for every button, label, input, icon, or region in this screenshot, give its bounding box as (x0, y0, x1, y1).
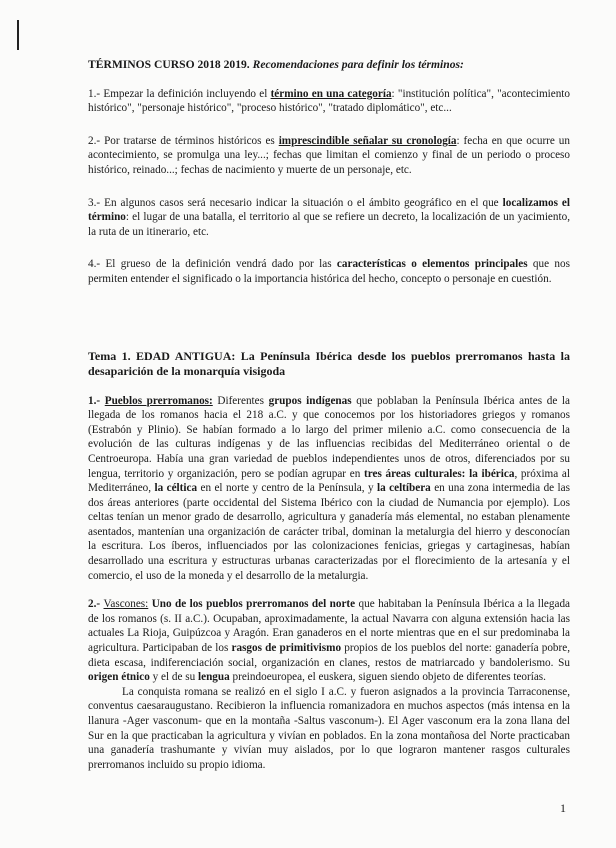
section-paragraph: La conquista romana se realizó en el siglo I a.C. y fueron asignados a la provincia Tarraconense, conventus caesaraugustano. Recibieron la influencia romanizadora en muchos aspectos (más intensa en la llanura -Ager vasconum- que en la montaña -Saltus vasconum-). El Ager vasconum era la zona llana del Sur en la que practicaban la agricultura y vivían en poblados. En la zona montañosa del Norte practicaban una ganadería trashumante y vivían muy aislados, por lo que lograron mantener rasgos culturales prerromanos incluido su propio idioma. (88, 685, 570, 771)
margin-mark (17, 20, 19, 50)
section-emphasis: grupos indígenas (268, 394, 352, 407)
tip-emphasis: imprescindible señalar su cronología (278, 134, 457, 147)
section-text: que poblaban la Península Ibérica antes de la llegada de los romanos hacia el 218 a.C. y que conocemos por los historiadores griegos y romanos (Estrabón y Plinio). Se habían formado a lo largo del primer milenio a.C. como consecuencia de la evolución de las culturas indígenas y de las influencias recibidas del Mediterráneo oriental o de Centroeuropa. Había una gran variedad de pueblos independientes unos de otros, diferenciados por su lengua, territorio y organización, pero se podían agrupar en (88, 394, 570, 480)
tip-emphasis: término en una categoría (270, 87, 392, 100)
section-text: Diferentes (212, 394, 269, 407)
tip-text: : fecha en que ocurre un acontecimiento, se promulga una ley...; fechas que limitan el comienzo y final de un periodo o proceso histórico, reinado...; fechas de nacimiento y muerte de un personaje, etc. (88, 134, 570, 176)
section-emphasis: rasgos de primitivismo (231, 642, 342, 655)
tip-emphasis: características o elementos principales (336, 258, 528, 271)
section-title: Vascones: (103, 598, 149, 611)
section-spacer (88, 305, 570, 349)
section-emphasis: origen étnico (88, 671, 150, 684)
section-text: preindoeuropea, el euskera, siguen siendo objeto de diferentes teorías. (229, 671, 546, 684)
tip-text: que nos permiten entender el significado o la importancia histórica del hecho, concepto o personaje en cuestión. (88, 258, 570, 285)
section-text: que habitaban la Península Ibérica a la llegada de los romanos (s. II a.C.). Ocupaban, aproximadamente, la actual Navarra con alguna extensión hacia las actuales La Rioja, Guipúzcoa y Aragón. Eran ganaderos en el norte mientras que en el sur predominaba la agricultura. Participaban de los (88, 598, 571, 655)
document-body (88, 48, 570, 786)
section-text: y el de su (149, 671, 198, 684)
section-text: en una zona intermedia de las dos áreas anteriores (parte occidental del Sistema Ibérico con la ciudad de Numancia por ejemplo). Los celtas tenían un menor grado de desarrollo, agricultura y ganadería más elemental, no estaban plenamente asentados, mantenían una organización de carácter tribal, dominan la metalurgia del hierro y desconocían la escritura. Los íberos, influenciados por las colonizaciones fenicias, griegas y cartaginesas, habían desarrollado una escritura y estructuras urbanas caracterizadas por el florecimiento de la artesanía y el comercio, el uso de la moneda y el desarrollo de la metalurgia. (88, 482, 570, 582)
section-text: en el norte y centro de la Península, y (197, 482, 378, 495)
section-text: , próxima al Mediterráneo, (88, 467, 570, 495)
tip-text: : el lugar de una batalla, el territorio al que se refiere un decreto, la localización de un yacimiento, la ruta de un itinerario, etc. (88, 211, 570, 238)
page-number: 1 (560, 801, 566, 815)
tip-1 (88, 87, 570, 116)
section-emphasis: tres áreas culturales: la ibérica (363, 467, 515, 480)
section-pueblos-prerromanos (88, 394, 570, 584)
tip-emphasis: localizamos el término (88, 196, 570, 224)
heading-recommendations: Recomendaciones para definir los términos: (252, 58, 464, 71)
tip-text: Empezar la definición incluyendo el (103, 87, 271, 100)
tip-4 (88, 257, 570, 286)
section-emphasis: la celtíbera (377, 482, 431, 495)
section-vascones (88, 597, 570, 772)
section-emphasis: lengua (198, 671, 230, 684)
section-emphasis: Uno de los pueblos prerromanos del norte (151, 598, 356, 611)
tip-number: 2.- (88, 134, 105, 147)
tip-text: El grueso de la definición vendrá dado por las (105, 258, 337, 271)
tip-number: 4.- (88, 258, 106, 271)
tip-3 (88, 196, 570, 240)
heading-main: TÉRMINOS CURSO 2018 2019. (88, 58, 250, 71)
tip-text: Por tratarse de términos históricos es (104, 134, 279, 147)
tip-text: : "institución política", "acontecimiento histórico", "personaje histórico", "proceso histórico", "tratado diplomático", etc... (88, 87, 571, 115)
section-emphasis: la céltica (154, 482, 198, 495)
section-number: 2.- (88, 598, 104, 611)
tip-number: 3.- (88, 196, 105, 209)
tip-text: En algunos casos será necesario indicar la situación o el ámbito geográfico en el que (104, 196, 503, 209)
section-text: propios de los pueblos del norte: ganadería pobre, dieta escasa, indiferenciación social, organización en clanes, restos de matriarcado y bandolerismo. Su (88, 642, 571, 669)
section-number: 1.- (88, 394, 105, 407)
tip-2 (88, 134, 570, 178)
document-heading (88, 58, 570, 73)
tip-number: 1.- (88, 87, 104, 100)
tema-title: Tema 1. EDAD ANTIGUA: La Península Ibérica desde los pueblos prerromanos hasta la desaparición de la monarquía visigoda (88, 348, 570, 379)
section-title: Pueblos prerromanos: (104, 394, 213, 407)
